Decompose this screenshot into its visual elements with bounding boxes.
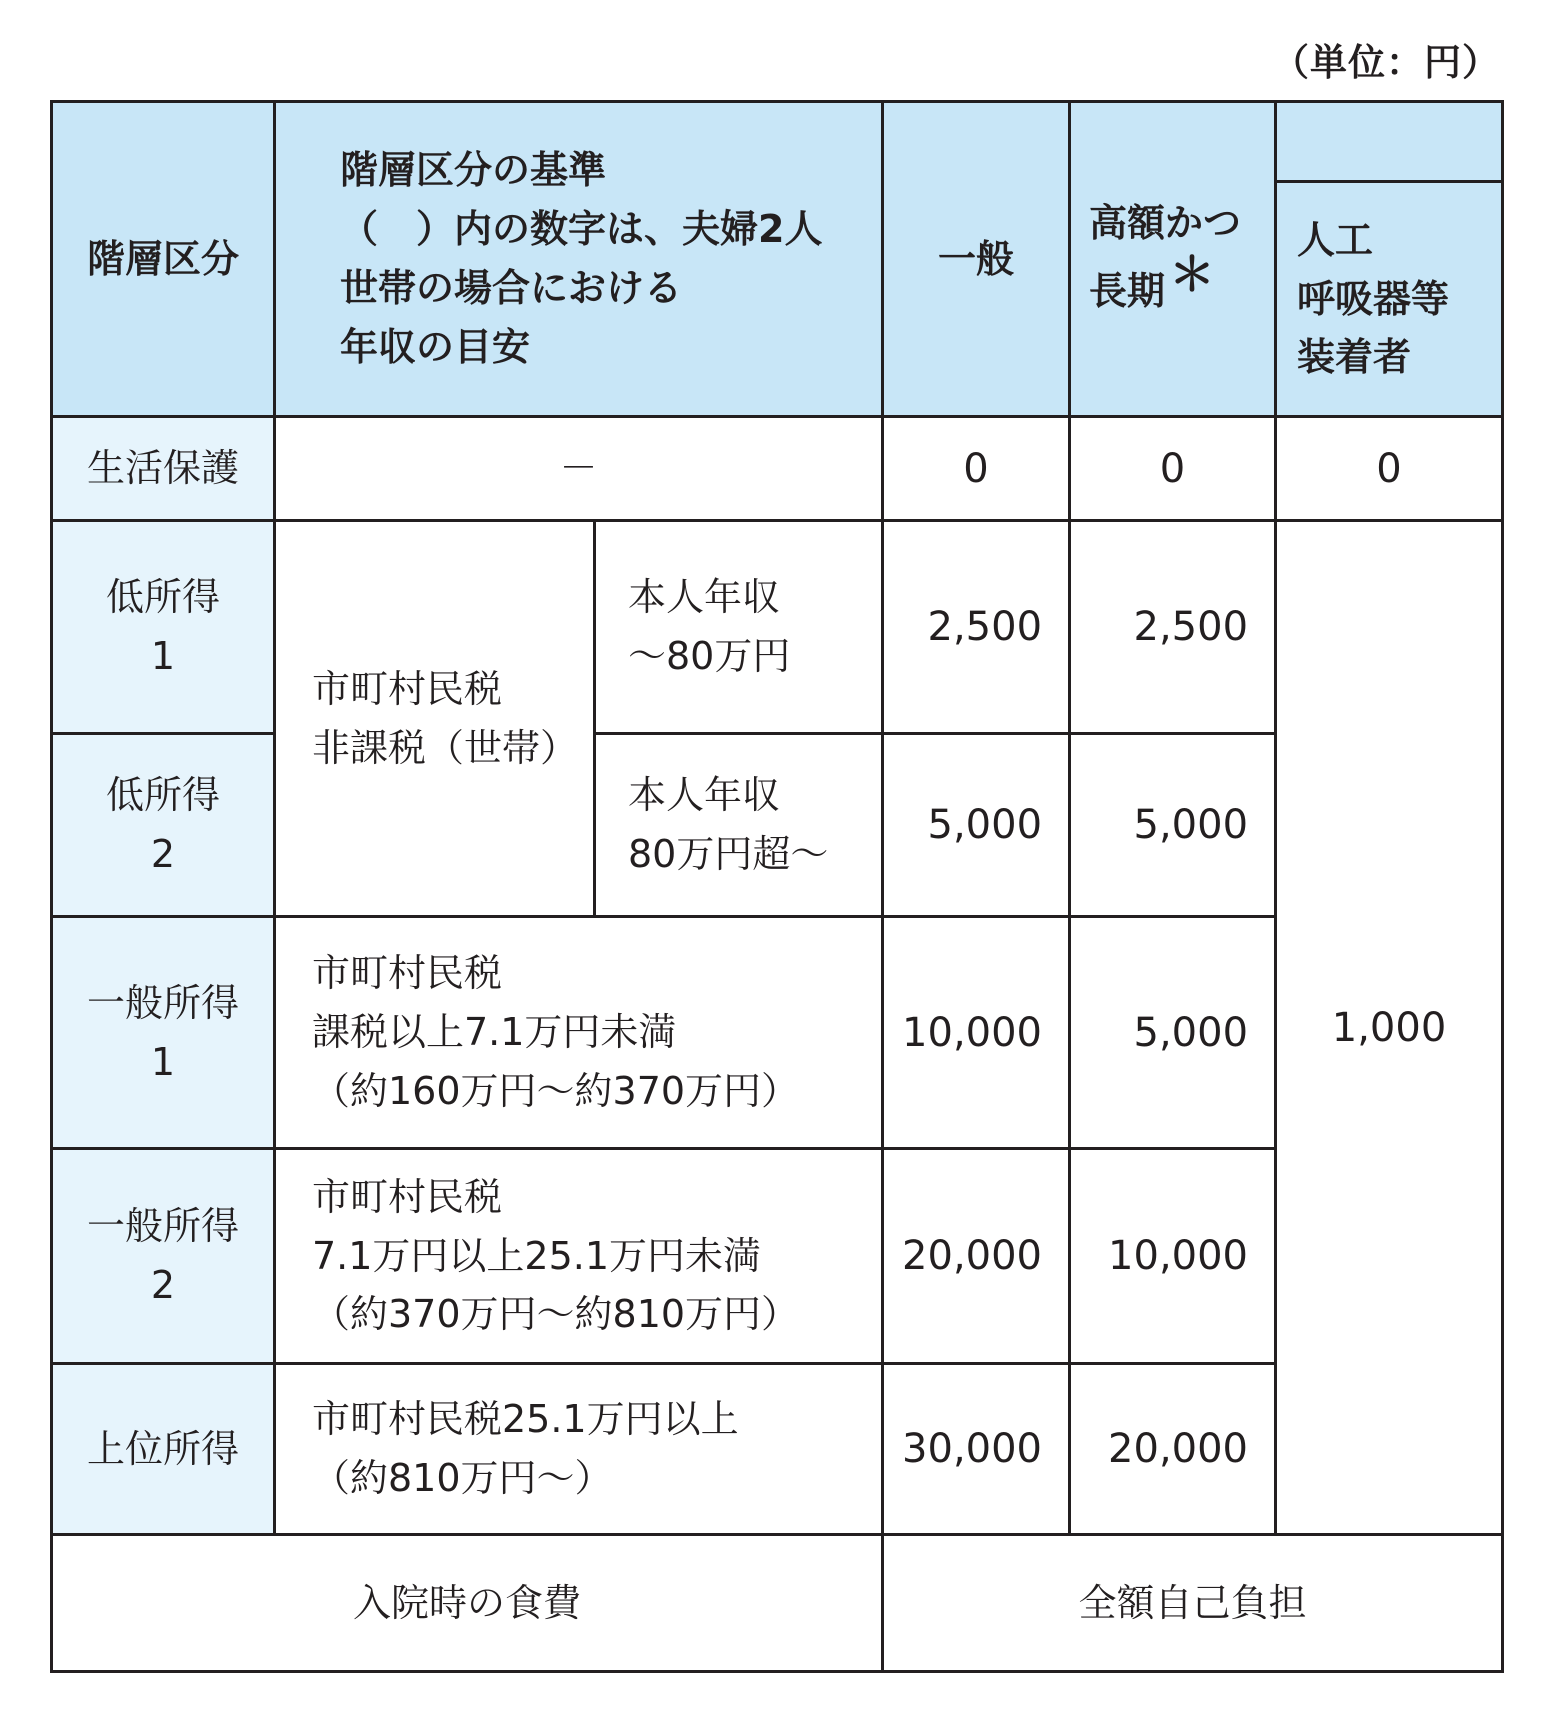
row-welfare-high-long: 0 [1070,417,1276,521]
row-gen1-general: 10,000 [883,917,1070,1149]
header-ventilator: 人工 呼吸器等 装着者 [1276,182,1503,417]
row-gen2-general: 20,000 [883,1149,1070,1364]
row-upper-category: 上位所得 [52,1364,275,1535]
asterisk-mark: ＊ [1169,246,1216,301]
table-row [52,417,1503,521]
row-low1-criteria: 本人年収 ～80万円 [595,521,883,734]
row-welfare-general: 0 [883,417,1070,521]
row-upper-high-long: 20,000 [1070,1364,1276,1535]
footer-label: 入院時の食費 [52,1535,883,1672]
row-low1-category: 低所得 1 [52,521,275,734]
table-row [52,1535,1503,1672]
row-welfare-ventilator: 0 [1276,417,1503,521]
row-gen1-high-long: 5,000 [1070,917,1276,1149]
footer-value: 全額自己負担 [883,1535,1503,1672]
row-gen2-high-long: 10,000 [1070,1149,1276,1364]
row-gen1-criteria: 市町村民税 課税以上7.1万円未満 （約160万円～約370万円） [275,917,883,1149]
cost-sharing-table [50,100,1504,1673]
row-gen1-category: 一般所得 1 [52,917,275,1149]
ventilator-shared-value: 1,000 [1276,521,1503,1535]
row-gen2-criteria: 市町村民税 7.1万円以上25.1万円未満 （約370万円～約810万円） [275,1149,883,1364]
row-upper-criteria: 市町村民税25.1万円以上 （約810万円～） [275,1364,883,1535]
row-low1-general: 2,500 [883,521,1070,734]
row-welfare-category: 生活保護 [52,417,275,521]
row-low2-category: 低所得 2 [52,734,275,917]
row-low2-high-long: 5,000 [1070,734,1276,917]
header-top-empty [1276,102,1503,182]
row-low1-high-long: 2,500 [1070,521,1276,734]
row-low-criteria-shared: 市町村民税 非課税（世帯） [275,521,595,917]
row-gen2-category: 一般所得 2 [52,1149,275,1364]
row-low2-criteria: 本人年収 80万円超～ [595,734,883,917]
header-high-long-label: 高額かつ 長期 [1089,200,1242,313]
header-general: 一般 [883,102,1070,417]
row-low2-general: 5,000 [883,734,1070,917]
row-upper-general: 30,000 [883,1364,1070,1535]
header-criteria: 階層区分の基準 （ ）内の数字は、夫婦2人 世帯の場合における 年収の目安 [275,102,883,417]
row-welfare-criteria: － [275,417,883,521]
header-high-long [1070,102,1276,417]
unit-note: （単位：円） [1272,41,1500,84]
table-row [52,521,1503,734]
header-category: 階層区分 [52,102,275,417]
